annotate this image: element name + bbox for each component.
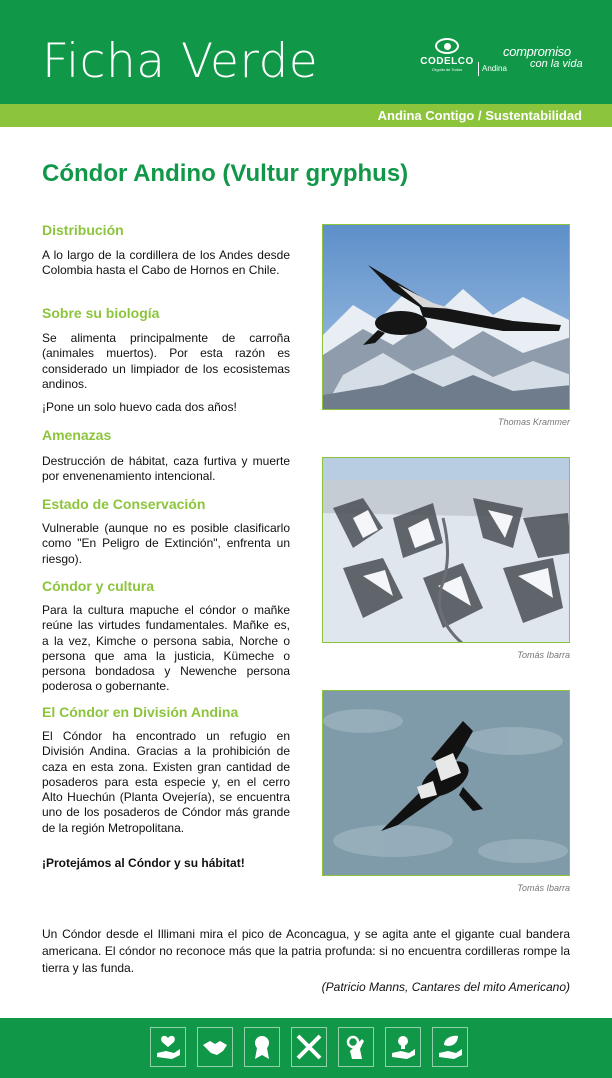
codelco-tagline: Orgullo de Todos [431, 67, 463, 72]
category-label: Andina Contigo / Sustentabilidad [377, 108, 582, 123]
text-cultura: Para la cultura mapuche el cóndor o mañke reúne las virtudes fundamentales. Mañke es, a la vez, Kimche o persona sabia, Norche o persona que ama la justicia, Kümeche o persona bondadosa y Newenche persona poderosa o gobernante. [42, 603, 290, 694]
header-banner [0, 0, 612, 104]
values-icon-row [150, 1027, 479, 1067]
photo-andes-aerial [322, 457, 570, 643]
footer-banner [0, 1018, 612, 1078]
callout-protejamos: ¡Protejámos al Cóndor y su hábitat! [42, 856, 245, 870]
heading-amenazas: Amenazas [42, 427, 112, 443]
photo-credit-2: Tomás Ibarra [517, 650, 570, 660]
category-band [0, 104, 612, 127]
page-title: Ficha Verde [42, 34, 319, 89]
photo-condor-mountains [322, 224, 570, 410]
slogan-line-2: con la vida [530, 58, 583, 70]
codelco-logo [418, 38, 476, 78]
closing-quote: Un Cóndor desde el Illimani mira el pico de Aconcagua, y se agita ante el gigante cual bandera americana. El cóndor no reconoce más que la patria profunda: si no encuentra cordilleras rompe la tierra y las funda. [42, 927, 570, 975]
ok-hand-icon [338, 1027, 374, 1067]
division-label: Andina [482, 64, 507, 73]
quote-source: (Patricio Manns, Cantares del mito Americano) [321, 980, 570, 994]
text-amenazas: Destrucción de hábitat, caza furtiva y muerte por envenenamiento intencional. [42, 454, 290, 484]
medal-icon [244, 1027, 280, 1067]
bulb-hand-icon [385, 1027, 421, 1067]
text-biologia: Se alimenta principalmente de carroña (animales muertos). Por esta razón es considerado un limpiador de los ecosistemas andinos. [42, 331, 290, 391]
codelco-brand-text: CODELCO [420, 56, 474, 67]
text-distribucion: A lo largo de la cordillera de los Andes desde Colombia hasta el Cabo de Hornos en Chile. [42, 248, 290, 278]
codelco-mark-icon [435, 38, 459, 54]
arrows-cross-icon [291, 1027, 327, 1067]
text-biologia-huevo: ¡Pone un solo huevo cada dos años! [42, 400, 237, 414]
heart-hand-icon [150, 1027, 186, 1067]
leaf-hand-icon [432, 1027, 468, 1067]
photo-credit-3: Tomás Ibarra [517, 883, 570, 893]
logo-divider [478, 62, 479, 76]
heading-cultura: Cóndor y cultura [42, 578, 155, 594]
heading-andina: El Cóndor en División Andina [42, 704, 239, 720]
photo-condor-soaring [322, 690, 570, 876]
heading-biologia: Sobre su biología [42, 305, 160, 321]
text-andina: El Cóndor ha encontrado un refugio en División Andina. Gracias a la prohibición de caza en esta zona. Existen gran cantidad de posaderos para esta especie y, en el cerro Alto Huechún (Planta Ovejería), se encuentra uno de los posaderos de Cóndor más grande de la región Metropolitana. [42, 729, 290, 835]
handshake-icon [197, 1027, 233, 1067]
text-conservacion: Vulnerable (aunque no es posible clasificarlo como "En Peligro de Extinción", enfrenta un riesgo). [42, 521, 290, 566]
species-title: Cóndor Andino (Vultur gryphus) [42, 160, 409, 187]
slogan-line-1: compromiso [503, 44, 571, 59]
photo-credit-1: Thomas Krammer [497, 417, 570, 427]
heading-conservacion: Estado de Conservación [42, 496, 206, 512]
heading-distribucion: Distribución [42, 222, 124, 238]
